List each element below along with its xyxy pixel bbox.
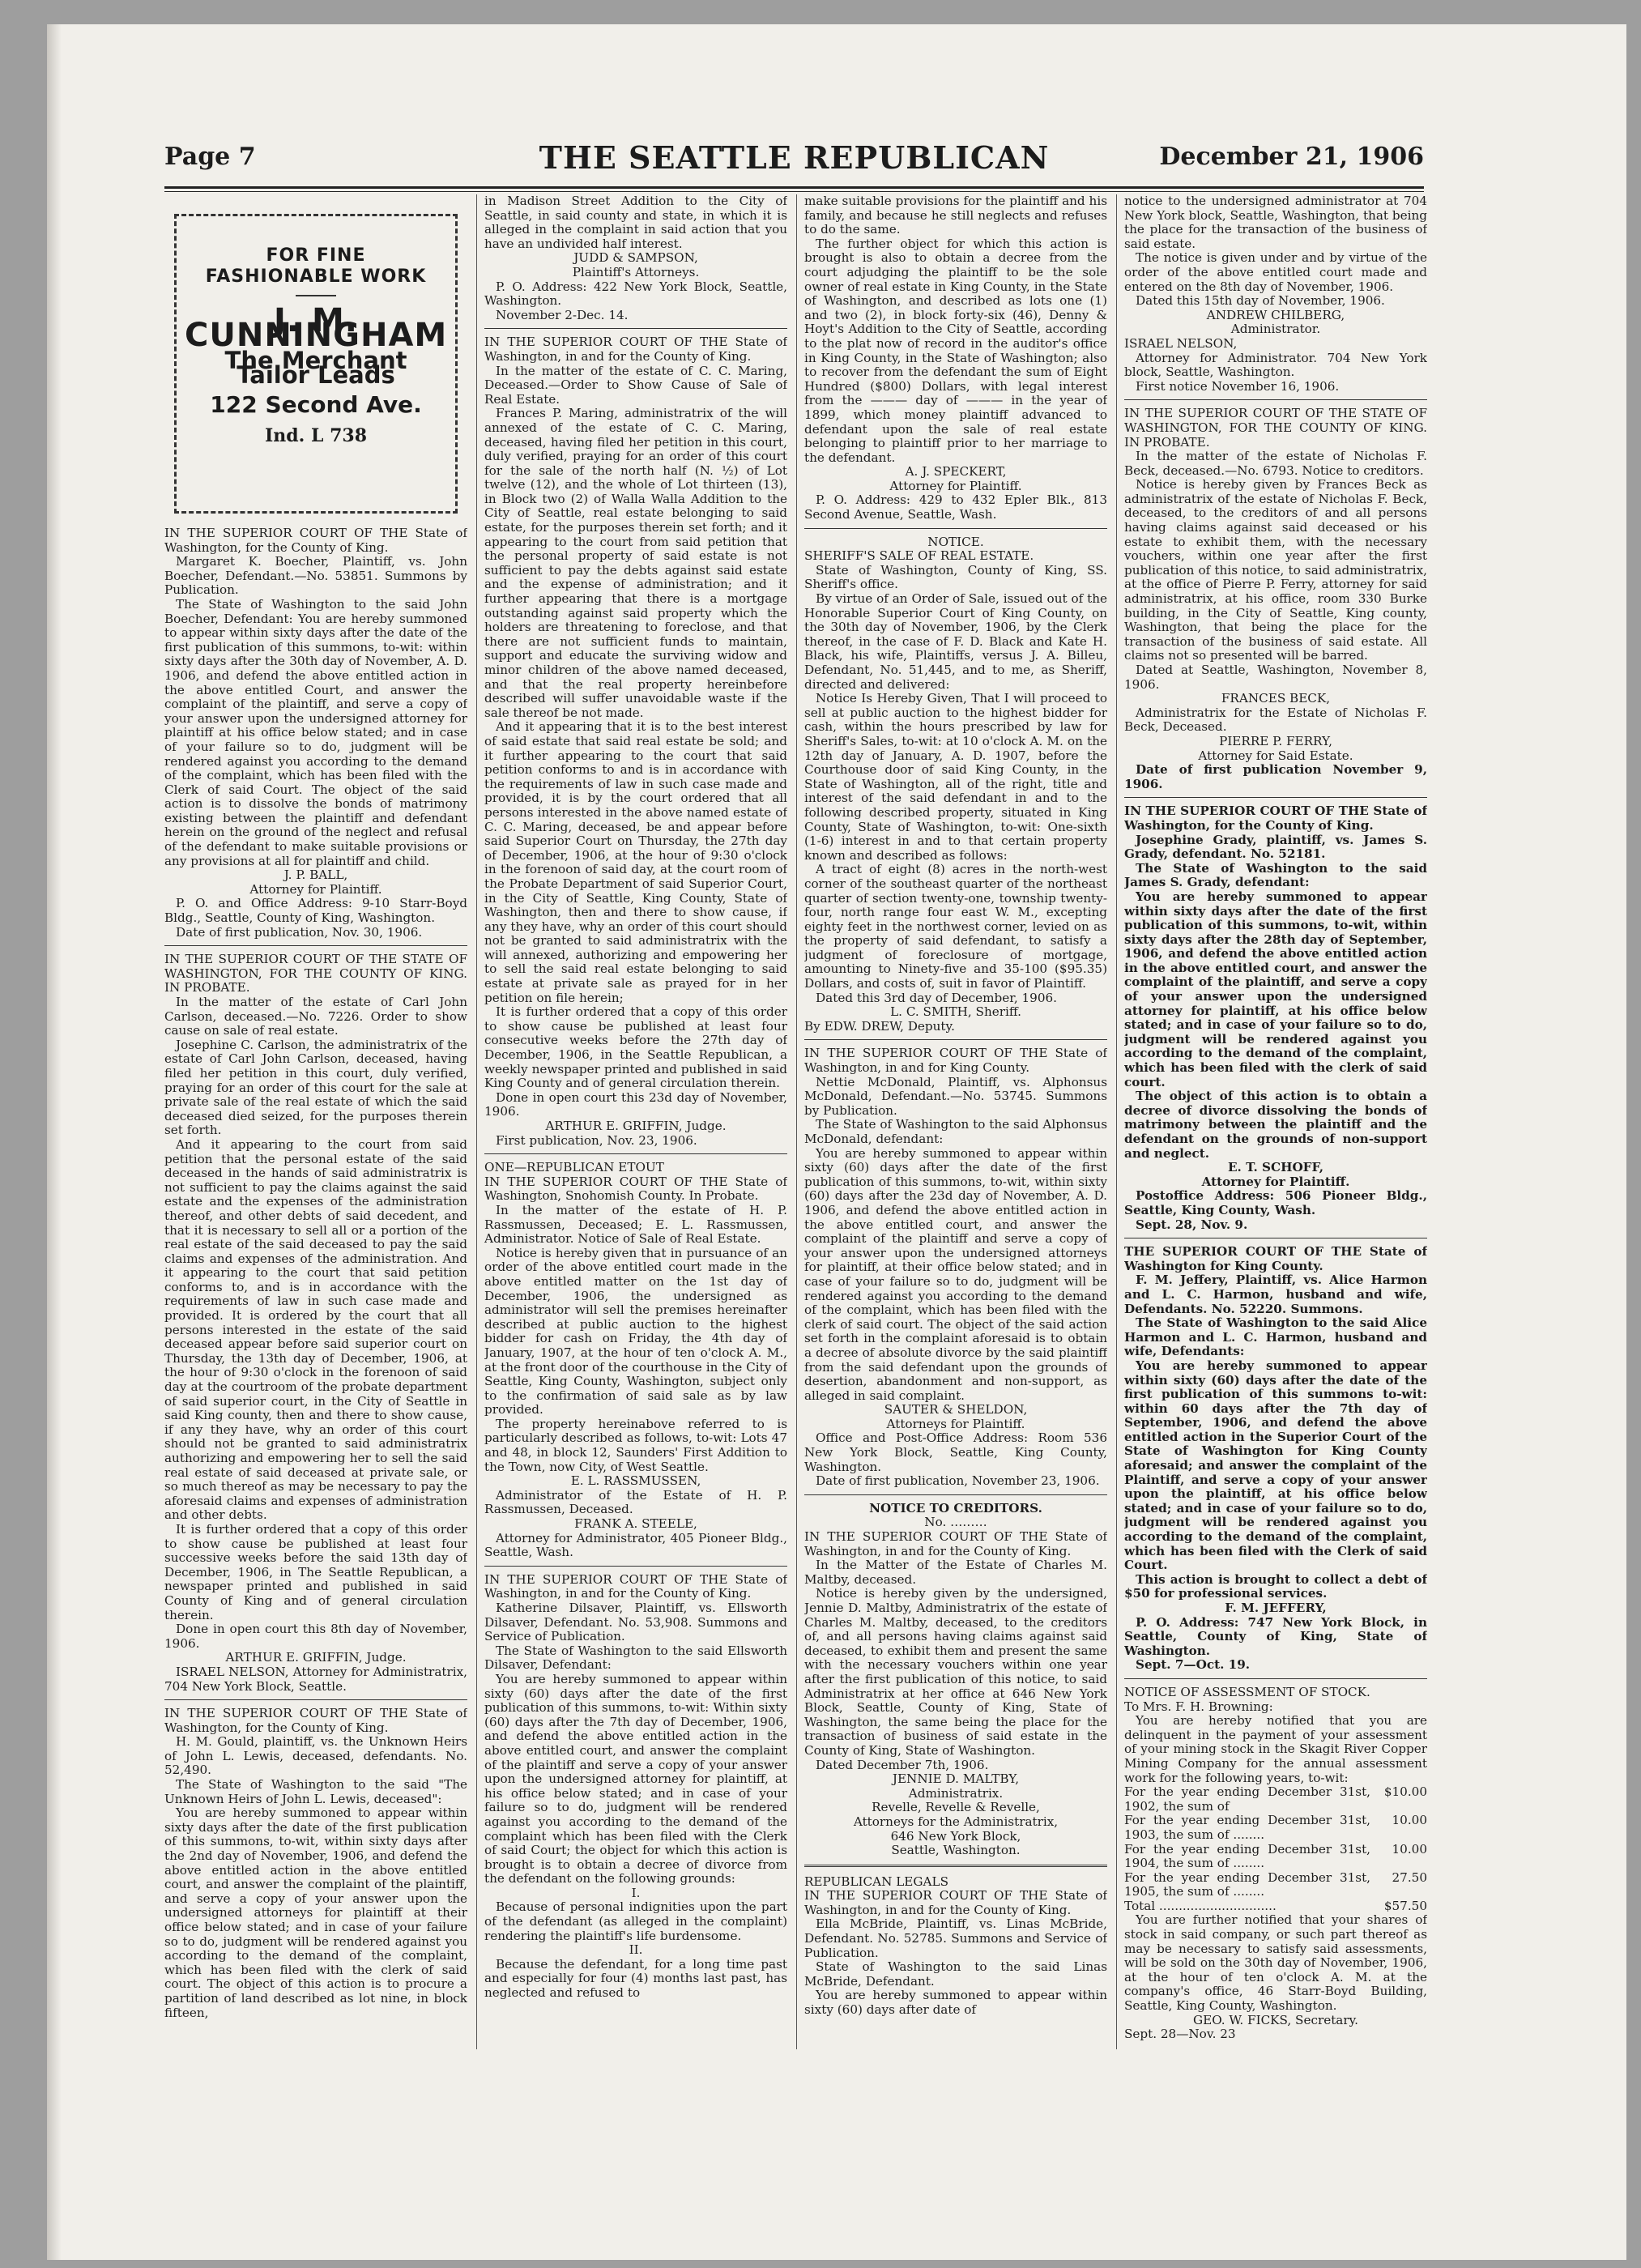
notice-divider — [484, 1153, 787, 1154]
legal-notice-maring — [484, 335, 787, 1148]
table-cell: 10.00 — [1392, 1813, 1427, 1828]
notice-signature: Attorney for Plaintiff. — [889, 478, 1022, 493]
table-cell: 10.00 — [1392, 1841, 1427, 1857]
notice-heading: IN THE SUPERIOR COURT OF THE STATE OF WASHINGTON, FOR THE COUNTY OF KING. IN PROBATE. — [1124, 406, 1427, 450]
table-row — [1124, 1814, 1427, 1842]
column-divider — [476, 194, 477, 2049]
notice-heading: IN THE SUPERIOR COURT OF THE State of Washington, in and for the County of King. — [804, 1529, 1107, 1558]
table-cell: For the year ending December 31st, 1902, the sum of — [1124, 1784, 1370, 1814]
notice-signature: By EDW. DREW, Deputy. — [804, 1018, 955, 1034]
notice-text: Dated December 7th, 1906. — [816, 1757, 989, 1772]
notice-text: Katherine Dilsaver, Plaintiff, vs. Ellsworth Dilsaver, Defendant. No. 53,908. Summons and Service of Publication. — [484, 1601, 787, 1644]
sheriffs-sale-notice — [804, 535, 1107, 1034]
notice-signature: ARTHUR E. GRIFFIN, Judge. — [545, 1119, 727, 1133]
notice-text: Notice is hereby given by the undersigned, Jennie D. Maltby, Administratrix of the estate of Charles M. Maltby, deceased, to the creditors of, and all persons having claims against said deceased, to exhibit them and present the same with the necessary vouchers within one year after the first publication of this notice, to said Administratrix at her office at 646 New York Block, Seattle, County of King, State of Washington, the same being the place for the transaction of business of said estate in the County of King, State of Washington. — [804, 1586, 1107, 1758]
notice-heading: ONE—REPUBLICAN ETOUT — [484, 1160, 664, 1175]
notice-signature: ISRAEL NELSON, — [1124, 335, 1238, 351]
notice-divider — [164, 1699, 467, 1700]
legal-notice-gould — [164, 1707, 467, 2020]
notice-text: Dated this 15th day of November, 1906. — [1136, 293, 1385, 309]
notice-text: The State of Washington to the said James S. Grady, defendant: — [1124, 860, 1427, 890]
notice-text: This action is brought to collect a debt of $50 for professional services. — [1124, 1571, 1427, 1601]
notice-text: make suitable provisions for the plaintiff and his family, and because he still neglects and refuses to do the same. — [804, 194, 1107, 237]
notice-text: P. O. Address: 429 to 432 Epler Blk., 813 Second Avenue, Seattle, Wash. — [804, 492, 1107, 522]
notice-text: You are hereby summoned to appear within sixty days after the date of the first publication of this summons, to-wit, within sixty days after the 2nd day of November, 1906, and defend the above entitled action in the above entitled court, and answer the complaint of the plaintiff, and serve a copy of your answer upon the undersigned attorneys for plaintiff at their office below stated; and in case of your failure so to do, judgment will be rendered against you according to the demand of the complaint, which has been filed with the clerk of said court. The object of this action is to procure a partition of land described as lot nine, in block fifteen, — [164, 1805, 467, 2020]
notice-text: Sept. 7—Oct. 19. — [1136, 1657, 1251, 1673]
notice-text: ISRAEL NELSON, Attorney for Administratrix, 704 New York Block, Seattle. — [164, 1664, 467, 1694]
notice-signature: Plaintiff's Attorneys. — [572, 264, 700, 279]
table-cell: For the year ending December 31st, 1905, the sum of ........ — [1124, 1869, 1370, 1899]
notice-signature: ARTHUR E. GRIFFIN, Judge. — [225, 1650, 407, 1665]
notice-text: The State of Washington to the said John Boecher, Defendant: You are hereby summoned to appear within sixty days after the date of the first publication of this summons, to-wit: within sixty days after the 30th day of November, A. D. 1906, and defend the above entitled action in the above entitled Court, and answer the complaint of the plaintiff, and serve a copy of your answer upon the undersigned attorney for plaintiff at his office below stated; and in case of your failure so to do, judgment will be rendered against you according to the demand of the complaint, which has been filed with the Clerk of said Court. The object of the said action is to dissolve the bonds of matrimony existing between the plaintiff and defendant herein on the ground of the neglect and refusal of the defendant to make suitable provisions or any provisions at all for plaintiff and child. — [164, 596, 467, 868]
notice-text: Dated this 3rd day of December, 1906. — [816, 990, 1057, 1005]
paper-title: THE SEATTLE REPUBLICAN — [539, 139, 1050, 176]
notice-text: Attorney for Administrator. 704 New York block, Seattle, Washington. — [1124, 350, 1427, 380]
notice-text: State of Washington, County of King, SS. Sheriff's office. — [804, 562, 1107, 592]
notice-text: By virtue of an Order of Sale, issued out of the Honorable Superior Court of King County, on the 30th day of November, 1906, by the Clerk thereof, in the case of F. D. Black and Kate H. Black, his wife, Plaintiffs, versus J. A. Billeu, Defendant, No. 51,445, and to me, as Sheriff, directed and delivered: — [804, 591, 1107, 692]
notice-text: You are hereby summoned to appear within sixty days after the date of the first publication of this summons, to-wit, within sixty days after the 28th day of September, 1906, and defend the above entitled action in the above entitled court, and answer the complaint of the plaintiff, and serve a copy of your answer upon the undersigned attorney for plaintiff, at his office below stated; and in case of your failure so to do, judgment will be rendered against you according to the demand of the complaint, which has been filed with the clerk of said court. — [1124, 889, 1427, 1089]
notice-heading: NOTICE TO CREDITORS. — [869, 1500, 1042, 1516]
notice-heading: NOTICE OF ASSESSMENT OF STOCK. — [1124, 1684, 1370, 1699]
notice-text: P. O. and Office Address: 9-10 Starr-Boyd Bldg., Seattle, County of King, Washington. — [164, 896, 467, 926]
notice-divider — [804, 1494, 1107, 1495]
notice-signature: JUDD & SAMPSON, — [573, 250, 698, 266]
notice-text: F. M. Jeffery, Plaintiff, vs. Alice Harmon and L. C. Harmon, husband and wife, Defendants. No. 52220. Summons. — [1124, 1273, 1427, 1316]
column-divider — [1116, 194, 1117, 2049]
notice-text: P. O. Address: 747 New York Block, in Seattle, County of King, State of Washington. — [1124, 1614, 1427, 1658]
table-row — [1124, 1899, 1427, 1914]
notice-text: Postoffice Address: 506 Pioneer Bldg., Seattle, King County, Wash. — [1124, 1188, 1427, 1217]
ad-address: 122 Second Ave. — [210, 390, 422, 418]
legal-notice-chilberg — [1124, 194, 1427, 394]
notice-text: The State of Washington to the said Alice Harmon and L. C. Harmon, husband and wife, Defendants: — [1124, 1315, 1427, 1359]
table-cell: 27.50 — [1392, 1869, 1427, 1885]
notice-text: Josephine Grady, plaintiff, vs. James S. Grady, defendant. No. 52181. — [1124, 832, 1427, 862]
notice-text: First notice November 16, 1906. — [1136, 378, 1340, 394]
tailor-advertisement — [174, 214, 458, 514]
notice-text: You are hereby summoned to appear within sixty (60) days after date of — [804, 1988, 1107, 2018]
notice-text: Notice is hereby given by Frances Beck as administratrix of the estate of Nicholas F. Beck, deceased, to the creditors of and all persons having claims against said deceased or his estate to exhibit them, with the necessary vouchers, within one year after the first publication of this notice, to said administratrix, at the office of Pierre P. Ferry, attorney for said administratrix, at his office, room 330 Burke building, in the City of Seattle, King county, Washington, that being the place for the transaction of the business of said estate. All claims not so presented will be barred. — [1124, 477, 1427, 663]
notice-signature: Attorney for Plaintiff. — [249, 881, 382, 897]
notice-text: The State of Washington to the said "The Unknown Heirs of John L. Lewis, deceased": — [164, 1777, 467, 1806]
notice-text: Josephine C. Carlson, the administratrix of the estate of Carl John Carlson, deceased, having filed her petition in this court, duly verified, praying for an order of this court for the sale at private sale of the real estate of which the said deceased died seized, for the purposes therein set forth. — [164, 1037, 467, 1138]
notice-text: The further object for which this action is brought is also to obtain a decree from the court adjudging the plaintiff to be the sole owner of real estate in King County, in the State of Washington, and described as lots one (1) and two (2), in block forty-six (46), Denny & Hoyt's Addition to the City of Seattle, according to the plat now of record in the auditor's office in King County, in the State of Washington; also to recover from the defendant the sum of Eight Hundred ($800) Dollars, with legal interest from the ——— day of ——— in the year of 1899, which money plaintiff advanced to defendant upon the sale of real estate belonging to plaintiff prior to her marriage to the defendant. — [804, 236, 1107, 465]
notice-signature: E. T. SCHOFF, — [1227, 1160, 1324, 1175]
notice-heading: IN THE SUPERIOR COURT OF THE State of Washington, for the County of King. — [164, 526, 467, 555]
notice-heading: THE SUPERIOR COURT OF THE State of Washington for King County. — [1124, 1244, 1427, 1273]
notice-text: Sept. 28, Nov. 9. — [1136, 1217, 1248, 1232]
notice-signature: SAUTER & SHELDON, — [884, 1402, 1028, 1418]
notice-section-number: I. — [631, 1885, 641, 1900]
column-2 — [484, 194, 787, 2049]
notice-heading: IN THE SUPERIOR COURT OF THE State of Washington, in and for the County of King. — [804, 1888, 1107, 1917]
table-cell: For the year ending December 31st, 1903, the sum of ........ — [1124, 1813, 1370, 1842]
notice-divider — [164, 945, 467, 946]
notice-signature: JENNIE D. MALTBY, — [892, 1771, 1020, 1787]
notice-text: In the matter of the estate of Nicholas F. Beck, deceased.—No. 6793. Notice to creditors. — [1124, 449, 1427, 478]
notice-text: In the matter of the estate of C. C. Maring, Deceased.—Order to Show Cause of Sale of Real Estate. — [484, 363, 787, 407]
notice-text: The State of Washington to the said Ellsworth Dilsaver, Defendant: — [484, 1643, 787, 1673]
notice-divider — [804, 528, 1107, 529]
notice-heading: NOTICE. — [927, 534, 984, 549]
notice-text: Nettie McDonald, Plaintiff, vs. Alphonsus McDonald, Defendant.—No. 53745. Summons by Publication. — [804, 1074, 1107, 1118]
notice-text: The property hereinabove referred to is particularly described as follows, to-wit: Lots 47 and 48, in block 12, Saunders' First Addition to the Town, now City, of West Seattle. — [484, 1416, 787, 1474]
notice-text: You are hereby summoned to appear within sixty (60) days after the date of the first publication of this summons to-wit: within 60 days after the 7th day of September, 1906, and defend the above entitled action in the Superior Court of the State of Washington for King County aforesaid; and answer the complaint of the Plaintiff, and serve a copy of your answer upon the plaintiff, at his office below stated; and in case of your failure so to do, judgment will be rendered against you according to the demand of the complaint, which has been filed with the Clerk of said Court. — [1124, 1358, 1427, 1573]
notice-divider — [804, 1039, 1107, 1040]
notice-text: Administratrix for the Estate of Nicholas F. Beck, Deceased. — [1124, 705, 1427, 735]
notice-text: Date of first publication, Nov. 30, 1906. — [176, 924, 423, 940]
notice-signature: FRANCES BECK, — [1221, 691, 1331, 706]
notice-signature: A. J. SPECKERT, — [905, 464, 1007, 480]
notice-text: Date of first publication November 9, 1906. — [1124, 762, 1427, 791]
ad-name: J. M. CUNNINGHAM — [185, 302, 448, 354]
notice-signature: L. C. SMITH, Sheriff. — [890, 1004, 1021, 1020]
notice-text: Frances P. Maring, administratrix of the will annexed of the estate of C. C. Maring, deceased, having filed her petition in this court, duly verified, praying for an order of this court for the sale of the north half (N. ½) of Lot twelve (12), and the whole of Lot thirteen (13), in Block two (2) of Walla Walla Addition to the City of Seattle, real estate belonging to said estate, for the purposes therein set forth; and it appearing to the court from said petition that the personal property of said estate is not sufficient to pay the debts against said estate and the expense of administration; and it further appearing that there is a mortgage outstanding against said property which the holders are threatening to foreclose, and that there are not sufficient funds to maintain, support and educate the surviving widow and minor children of the above named deceased, and that the real property hereinbefore described will suffer unavoidable waste if the sale thereof be not made. — [484, 406, 787, 720]
notice-heading: IN THE SUPERIOR COURT OF THE State of Washington, in and for the County of King. — [484, 335, 787, 364]
assessment-table — [1124, 1785, 1427, 1913]
notice-text: Because of personal indignities upon the part of the defendant (as alleged in the complaint) rendering the plaintiff's life burdensome. — [484, 1899, 787, 1943]
notice-text: And it appearing that it is to the best interest of said estate that said real estate be sold; and it further appearing to the court that said petition conforms to and is in accordance with the requirements of law in such case made and provided, it is by the court ordered that all persons interested in the above named estate of C. C. Maring, deceased, be and appear before said Superior Court on Thursday, the 27th day of December, 1906, at the hour of 9:30 o'clock in the forenoon of said day, at the court room of the Probate Department of said Superior Court, in the City of Seattle, King County, State of Washington, then and there to show cause, if any they have, why an order of this court should not be granted to said administratrix with the will annexed, authorizing and empowering her to sell the said real estate belonging to said estate at private sale as prayed for in her petition on file herein; — [484, 719, 787, 1005]
legal-notice-dilsaver — [484, 1573, 787, 2001]
table-cell: $57.50 — [1383, 1898, 1427, 1913]
notice-signature: Attorneys for the Administratrix, — [853, 1814, 1059, 1829]
ad-line: FOR FINE — [266, 245, 366, 266]
notice-text: In the matter of the estate of Carl John Carlson, deceased.—No. 7226. Order to show cause on sale of real estate. — [164, 995, 467, 1038]
legal-notice-rassmussen — [484, 1161, 787, 1560]
notice-signature: Administratrix. — [908, 1785, 1004, 1801]
notice-signature: Attorneys for Plaintiff. — [886, 1416, 1025, 1431]
notice-text: You are hereby summoned to appear within sixty (60) days after the date of the first publication of this summons, to-wit, within sixty (60) days after the 23d day of November, A. D. 1906, and defend the above entitled action in the above entitled court, and answer the complaint of the plaintiff and serve a copy of your answer upon the undersigned attorneys for plaintiff, at their office below stated; and in case of your failure so to do, judgment will be rendered against you according to the demand of the complaint, which has been filed with the clerk of said court. The object of the said action set forth in the complaint aforesaid is to obtain a decree of absolute divorce by the said plaintiff from the said defendant upon the grounds of desertion, abandonment and non-support, as alleged in said complaint. — [804, 1145, 1107, 1403]
ad-phone: Ind. L 738 — [264, 425, 368, 447]
legal-notice-beck — [1124, 407, 1427, 791]
issue-date: December 21, 1906 — [1159, 143, 1424, 171]
masthead-rule — [164, 186, 1424, 192]
notice-text: Ella McBride, Plaintiff, vs. Linas McBride, Defendant. No. 52785. Summons and Service of Publication. — [804, 1916, 1107, 1960]
notice-signature: Seattle, Washington. — [891, 1843, 1021, 1858]
notice-heading: IN THE SUPERIOR COURT OF THE State of Washington, for the County of King. — [164, 1706, 467, 1735]
notice-text: The notice is given under and by virtue of the order of the above entitled court made and entered on the 8th day of November, 1906. — [1124, 250, 1427, 294]
notice-signature: PIERRE P. FERRY, — [1219, 733, 1332, 748]
notice-signature: Attorney for Plaintiff. — [1201, 1174, 1350, 1189]
table-row — [1124, 1843, 1427, 1871]
section-divider — [804, 1865, 1107, 1869]
notice-text: Date of first publication, November 23, 1906. — [816, 1473, 1100, 1489]
notice-signature: 646 New York Block, — [890, 1828, 1021, 1844]
notice-heading: IN THE SUPERIOR COURT OF THE State of Washington, in and for King County. — [804, 1046, 1107, 1076]
section-heading: REPUBLICAN LEGALS — [804, 1874, 948, 1889]
notice-text: in Madison Street Addition to the City of Seattle, in said county and state, in which it is alleged in the complaint in said action that you have an undivided half interest. — [484, 194, 787, 251]
notice-text: Done in open court this 23d day of November, 1906. — [484, 1089, 787, 1119]
notice-section-number: II. — [629, 1942, 643, 1958]
notice-text: You are hereby summoned to appear within sixty (60) days after the date of the first publication of this summons, to-wit: Within sixty (60) days after the 7th day of December, 1906, and defend the above entitled action in the above entitled court, and answer the complaint of the plaintiff and serve a copy of your answer upon the undersigned attorney for plaintiff, at his office below stated; and in case of your failure so to do, judgment will be rendered against you according to the demand of the complaint which has been filed with the Clerk of said Court; the object for which this action is brought is to obtain a decree of divorce from the defendant on the following grounds: — [484, 1671, 787, 1886]
table-cell: Total .............................. — [1124, 1898, 1277, 1913]
notice-text: Done in open court this 8th day of November, 1906. — [164, 1622, 467, 1651]
notice-signature: GEO. W. FICKS, Secretary. — [1192, 2012, 1359, 2027]
notice-text: The object of this action is to obtain a decree of divorce dissolving the bonds of matrimony between the plaintiff and the defendant on the grounds of non-support and neglect. — [1124, 1089, 1427, 1161]
column-3 — [804, 194, 1107, 2049]
notice-assessment-of-stock — [1124, 1686, 1427, 2042]
legal-notice-gould-cont — [484, 194, 787, 322]
table-cell: For the year ending December 31st, 1904, the sum of ........ — [1124, 1841, 1370, 1871]
republican-legals-mcbride — [804, 1875, 1107, 2018]
notice-text: November 2-Dec. 14. — [496, 307, 629, 322]
table-row — [1124, 1871, 1427, 1899]
notice-text: Attorney for Administrator, 405 Pioneer Bldg., Seattle, Wash. — [484, 1530, 787, 1560]
legal-notice-grady — [1124, 804, 1427, 1232]
legal-notice-carlson — [164, 953, 467, 1694]
notice-number: No. ……… — [924, 1515, 987, 1530]
column-1 — [164, 194, 467, 2049]
ad-line: FASHIONABLE WORK — [205, 266, 427, 287]
notice-text: The State of Washington to the said Alphonsus McDonald, defendant: — [804, 1117, 1107, 1146]
legal-notice-boecher — [164, 526, 467, 940]
notice-text: State of Washington to the said Linas McBride, Defendant. — [804, 1959, 1107, 1989]
notice-text: Administrator of the Estate of H. P. Rassmussen, Deceased. — [484, 1487, 787, 1517]
notice-text: P. O. Address: 422 New York Block, Seattle, Washington. — [484, 279, 787, 309]
notice-text: Notice is hereby given that in pursuance of an order of the above entitled court made in the above entitled matter on the 1st day of December, 1906, the undersigned as administrator will sell the premises hereinafter described at public auction to the highest bidder for cash on Friday, the 4th day of January, 1907, at the hour of ten o'clock A. M., at the front door of the courthouse in the City of Seattle, King County, Washington, subject only to the confirmation of said sale as by law provided. — [484, 1245, 787, 1418]
notice-text: You are further notified that your shares of stock in said company, or such part thereof as may be necessary to satisfy said assessments, will be sold on the 30th day of November, 1906, at the hour of ten o'clock A. M. at the company's office, 46 Starr-Boyd Building, Seattle, King County, Washington. — [1124, 1912, 1427, 2014]
table-cell: $10.00 — [1383, 1784, 1427, 1800]
notice-signature: Revelle, Revelle & Revelle, — [872, 1800, 1040, 1815]
notice-text: Sept. 28—Nov. 23 — [1124, 2027, 1236, 2042]
notice-text: Margaret K. Boecher, Plaintiff, vs. John Boecher, Defendant.—No. 53851. Summons by Publication. — [164, 554, 467, 598]
notice-text: notice to the undersigned administrator at 704 New York block, Seattle, Washington, that being the place for the transaction of the business of said estate. — [1124, 194, 1427, 251]
notice-text: It is further ordered that a copy of this order to show cause be published at least four successive weeks before the said 13th day of December, 1906, in The Seattle Republican, a newspaper printed and published in said County of King and of general circulation therein. — [164, 1521, 467, 1622]
notice-divider — [1124, 399, 1427, 400]
notice-text: In the Matter of the Estate of Charles M. Maltby, deceased. — [804, 1558, 1107, 1587]
notice-heading: IN THE SUPERIOR COURT OF THE STATE OF WASHINGTON, FOR THE COUNTY OF KING. IN PROBATE. — [164, 952, 467, 995]
legal-notice-dilsaver-cont — [804, 194, 1107, 522]
page-number: Page 7 — [164, 143, 256, 171]
newspaper-page — [47, 24, 1626, 2260]
notice-divider — [1124, 797, 1427, 798]
notice-signature: FRANK A. STEELE, — [574, 1516, 697, 1532]
column-4 — [1124, 194, 1427, 2049]
table-row — [1124, 1785, 1427, 1814]
notice-heading: IN THE SUPERIOR COURT OF THE State of Washington, in and for the County of King. — [484, 1571, 787, 1601]
notice-divider — [484, 328, 787, 329]
legal-notice-jeffery — [1124, 1245, 1427, 1673]
notice-signature: Administrator. — [1230, 322, 1321, 337]
notice-divider — [1124, 1678, 1427, 1679]
notice-to-creditors-maltby — [804, 1502, 1107, 1858]
notice-heading: SHERIFF'S SALE OF REAL ESTATE. — [804, 548, 1034, 564]
notice-signature: J. P. BALL, — [283, 868, 348, 883]
ad-tagline: The Merchant Tailor Leads — [224, 347, 407, 389]
notice-text: First publication, Nov. 23, 1906. — [496, 1132, 697, 1148]
column-divider — [796, 194, 797, 2049]
notice-signature: ANDREW CHILBERG, — [1206, 307, 1345, 322]
notice-text: Office and Post-Office Address: Room 536 New York Block, Seattle, King County, Washington. — [804, 1430, 1107, 1474]
notice-divider — [484, 1566, 787, 1567]
notice-text: To Mrs. F. H. Browning: — [1124, 1699, 1273, 1714]
notice-text: You are hereby notified that you are delinquent in the payment of your assessment of your mining stock in the Skagit River Copper Mining Company for the annual assessment work for the following years, to-wit: — [1124, 1713, 1427, 1785]
notice-text: H. M. Gould, plaintiff, vs. the Unknown Heirs of John L. Lewis, deceased, defendants. No. 52,490. — [164, 1734, 467, 1778]
notice-text: It is further ordered that a copy of this order to show cause be published at least four consecutive weeks before the 27th day of December, 1906, in the Seattle Republican, a weekly newspaper printed and published in said King County and of general circulation therein. — [484, 1004, 787, 1091]
notice-signature: E. L. RASSMUSSEN, — [570, 1473, 701, 1489]
legal-notice-mcdonald — [804, 1047, 1107, 1488]
ad-rule — [296, 295, 336, 296]
notice-text: Notice Is Hereby Given, That I will proceed to sell at public auction to the highest bidder for cash, within the hours prescribed by law for Sheriff's Sales, to-wit: at 10 o'clock A. M. on the 12th day of January, A. D. 1907, before the Courthouse door of said King County, in the State of Washington, all of the right, title and interest of the said defendant in and to the following described property, situated in King County, State of Washington, to-wit: One-sixth (1-6) interest in and to that certain property known and described as follows: — [804, 691, 1107, 863]
notice-signature: Attorney for Said Estate. — [1198, 748, 1353, 763]
notice-text: In the matter of the estate of H. P. Rassmussen, Deceased; E. L. Rassmussen, Administrator. Notice of Sale of Real Estate. — [484, 1202, 787, 1247]
notice-signature: F. M. JEFFERY, — [1225, 1601, 1327, 1615]
notice-text: Because the defendant, for a long time past and especially for four (4) months last past, has neglected and refused to — [484, 1956, 787, 2001]
notice-text: And it appearing to the court from said petition that the personal estate of the said deceased in the hands of said administratrix is not sufficient to pay the claims against the said estate and the expenses of the administration thereof, and other debts of said decedent, and that it is necessary to sell all or a portion of the real estate of the said deceased to pay the said claims and expenses of the administration. And it appearing to the court that said petition conforms to, and is in accordance with the requirements of law in such case made and provided. It is ordered by the court that all persons interested in the estate of the said deceased appear before said superior court on Thursday, the 13th day of December, 1906, at the hour of 9:30 o'clock in the forenoon of said day at the courtroom of the probate department of said superior court, in the City of Seattle in said King county, then and there to show cause, if any they have, why an order of this court should not be granted to said administratrix authorizing and empowering her to sell the said real estate of said deceased at private sale, or so much thereof as may be necessary to pay the aforesaid claims and expenses of administration and other debts. — [164, 1136, 467, 1523]
notice-heading: IN THE SUPERIOR COURT OF THE State of Washington, Snohomish County. In Probate. — [484, 1174, 787, 1204]
notice-text: Dated at Seattle, Washington, November 8, 1906. — [1124, 663, 1427, 692]
notice-text: A tract of eight (8) acres in the north-west corner of the southeast quarter of the northeast quarter of section twenty-one, township twenty-four, north range four east W. M., excepting eighty feet in the northwest corner, levied on as the property of said defendant, to satisfy a judgment of foreclosure of mortgage, amounting to Ninety-five and 35-100 ($95.35) Dollars, and costs of, suit in favor of Plaintiff. — [804, 862, 1107, 991]
masthead — [164, 136, 1424, 185]
notice-heading: IN THE SUPERIOR COURT OF THE State of Washington, for the County of King. — [1124, 804, 1427, 833]
